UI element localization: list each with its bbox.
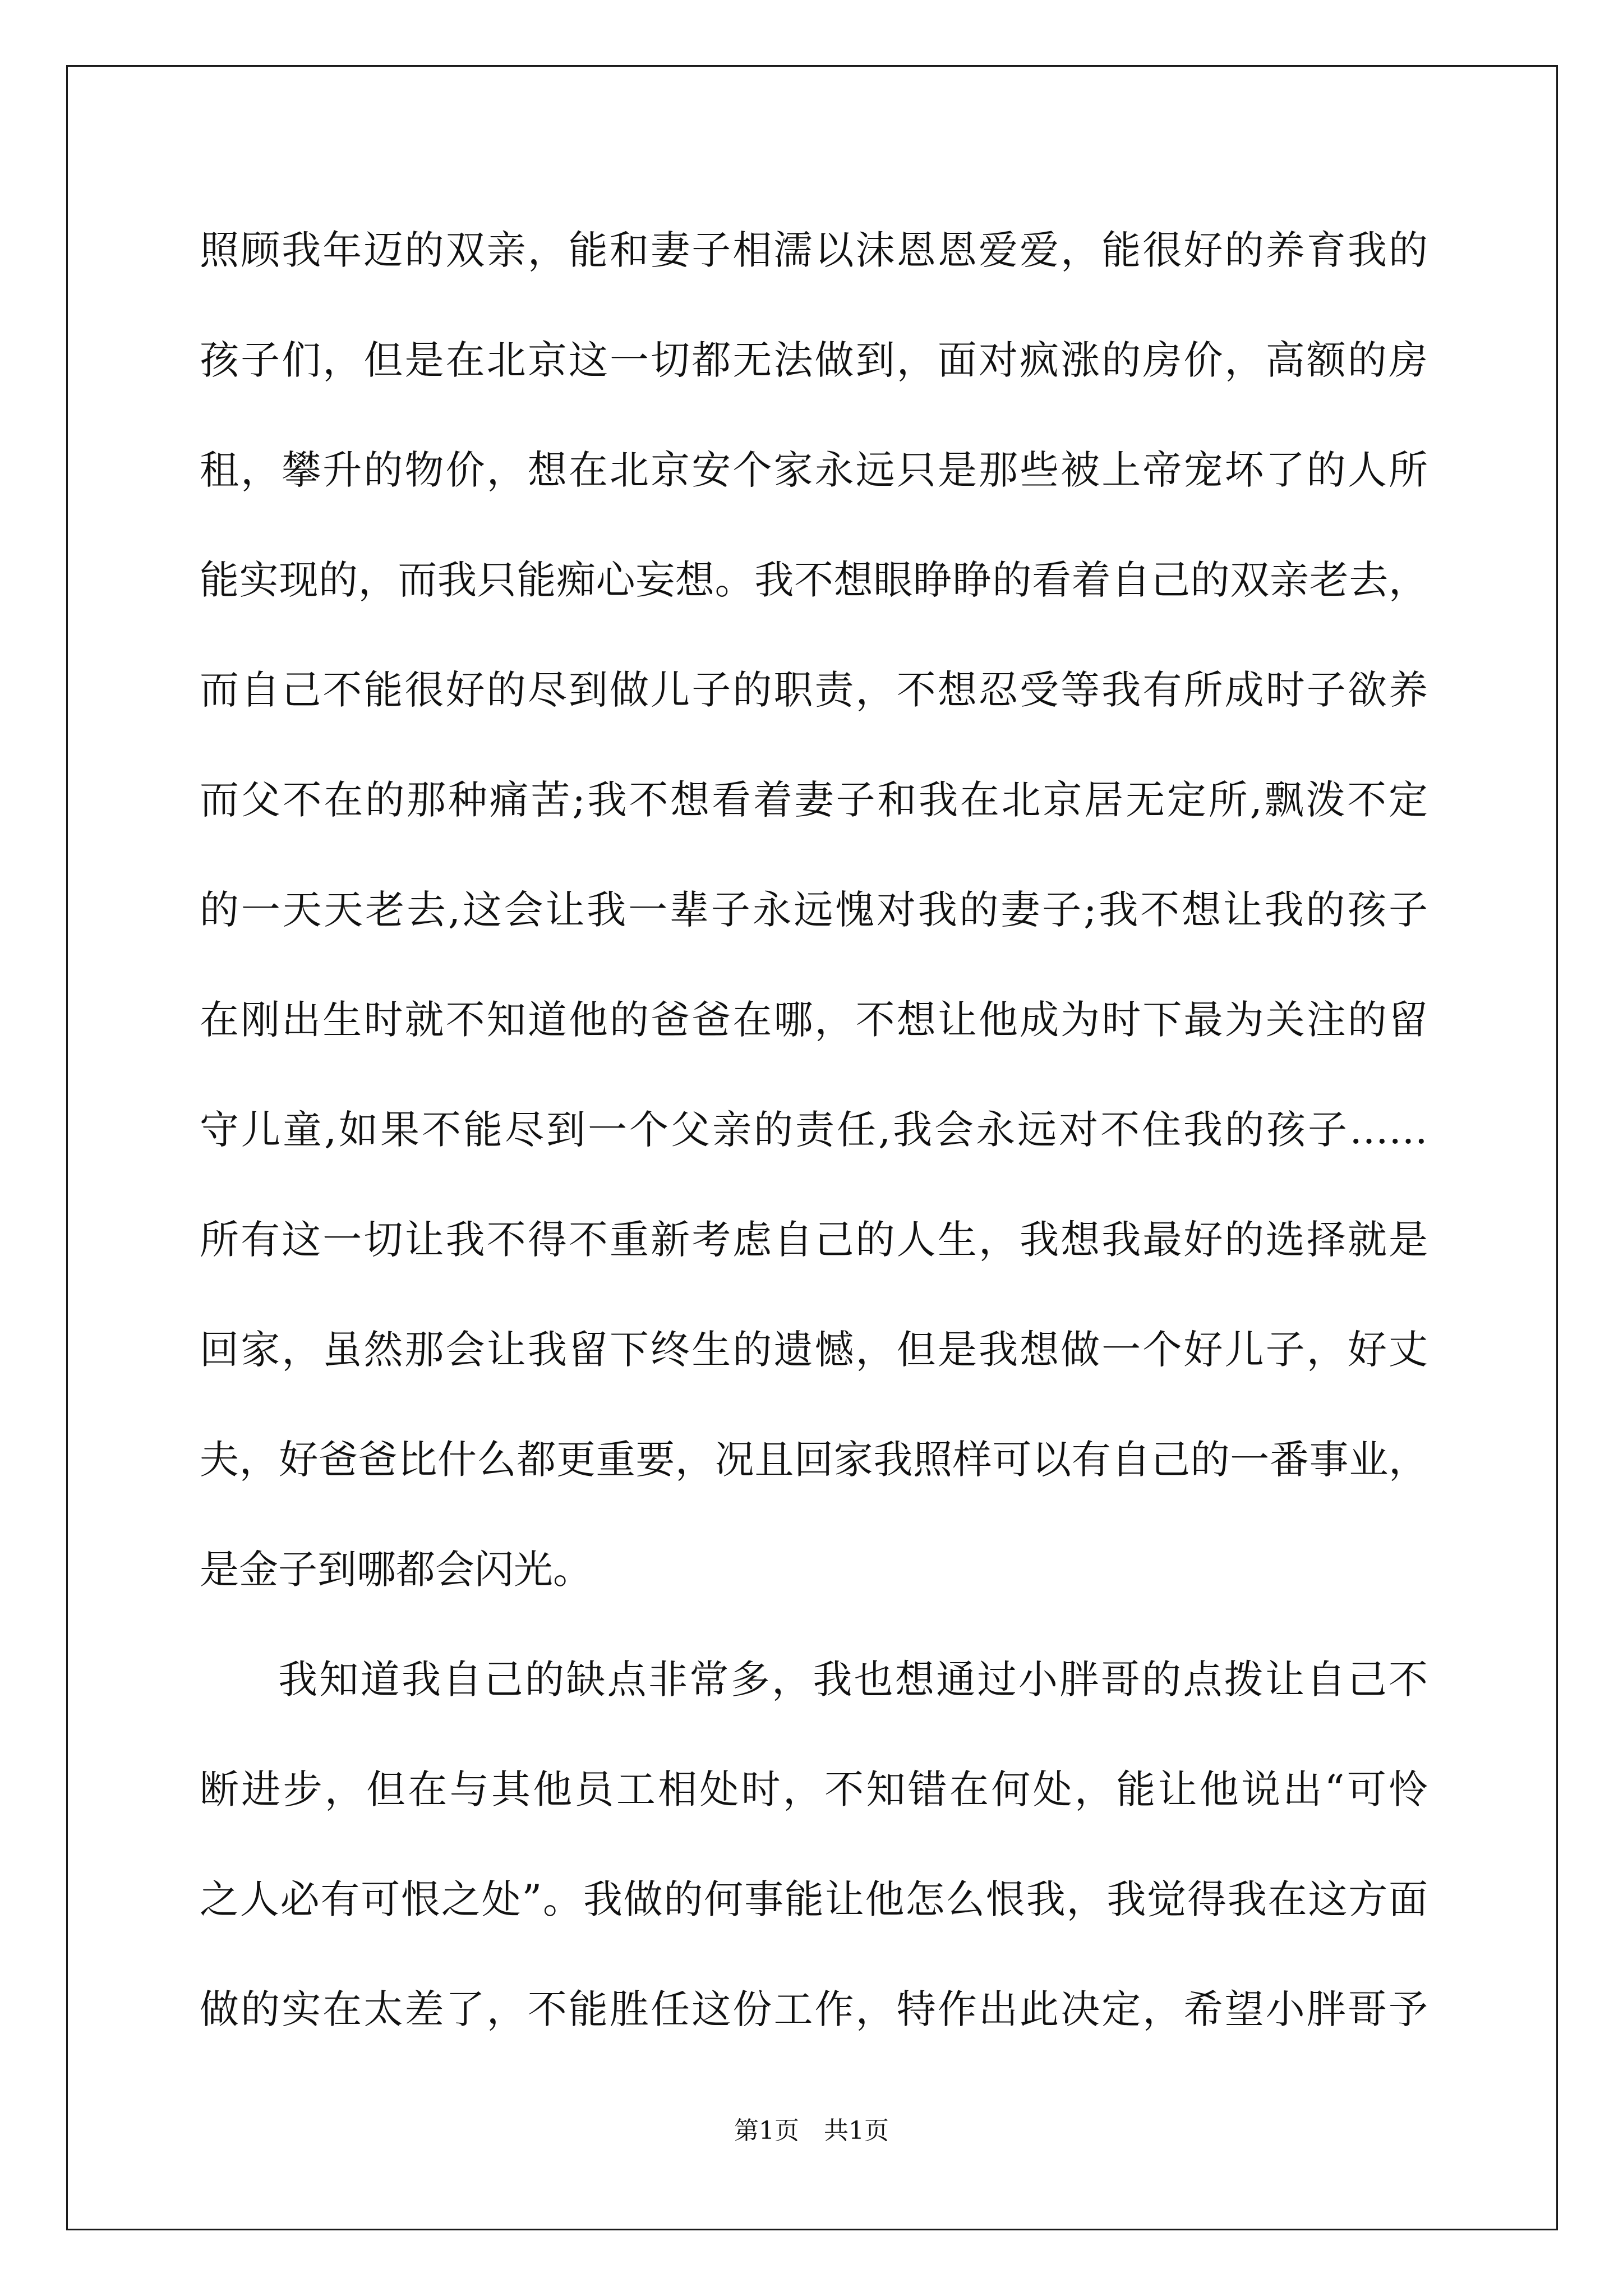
text-line: 孩子们，但是在北京这一切都无法做到，面对疯涨的房价，高额的房 — [200, 337, 1428, 383]
text-line: 是金子到哪都会闪光。 — [200, 1547, 592, 1593]
text-line: 而父不在的那种痛苦;我不想看着妻子和我在北京居无定所,飘泼不定 — [200, 777, 1428, 823]
text-line: 我知道我自己的缺点非常多，我也想通过小胖哥的点拨让自己不 — [278, 1657, 1428, 1703]
text-line: 之人必有可恨之处”。我做的何事能让他怎么恨我，我觉得我在这方面 — [200, 1876, 1428, 1922]
text-line: 做的实在太差了，不能胜任这份工作，特作出此决定，希望小胖哥予 — [200, 1986, 1428, 2032]
text-line: 能实现的，而我只能痴心妄想。我不想眼睁睁的看着自己的双亲老去， — [200, 557, 1428, 603]
text-line: 断进步，但在与其他员工相处时，不知错在何处，能让他说出“可怜 — [200, 1766, 1428, 1812]
text-line: 回家，虽然那会让我留下终生的遗憾，但是我想做一个好儿子，好丈 — [200, 1327, 1428, 1373]
text-line: 在刚出生时就不知道他的爸爸在哪，不想让他成为时下最为关注的留 — [200, 997, 1428, 1043]
document-body — [200, 222, 1428, 2091]
text-line: 守儿童,如果不能尽到一个父亲的责任,我会永远对不住我的孩子…… — [200, 1107, 1428, 1153]
page-number-footer: 第1页 共1页 — [734, 2116, 889, 2145]
text-line: 而自己不能很好的尽到做儿子的职责，不想忍受等我有所成时子欲养 — [200, 667, 1428, 713]
text-line: 租，攀升的物价，想在北京安个家永远只是那些被上帝宠坏了的人所 — [200, 447, 1428, 493]
text-line: 所有这一切让我不得不重新考虑自己的人生，我想我最好的选择就是 — [200, 1217, 1428, 1263]
text-line: 夫，好爸爸比什么都更重要，况且回家我照样可以有自己的一番事业， — [200, 1437, 1428, 1483]
text-line: 的一天天老去,这会让我一辈子永远愧对我的妻子;我不想让我的孩子 — [200, 887, 1428, 933]
text-line: 照顾我年迈的双亲，能和妻子相濡以沫恩恩爱爱，能很好的养育我的 — [200, 227, 1428, 273]
